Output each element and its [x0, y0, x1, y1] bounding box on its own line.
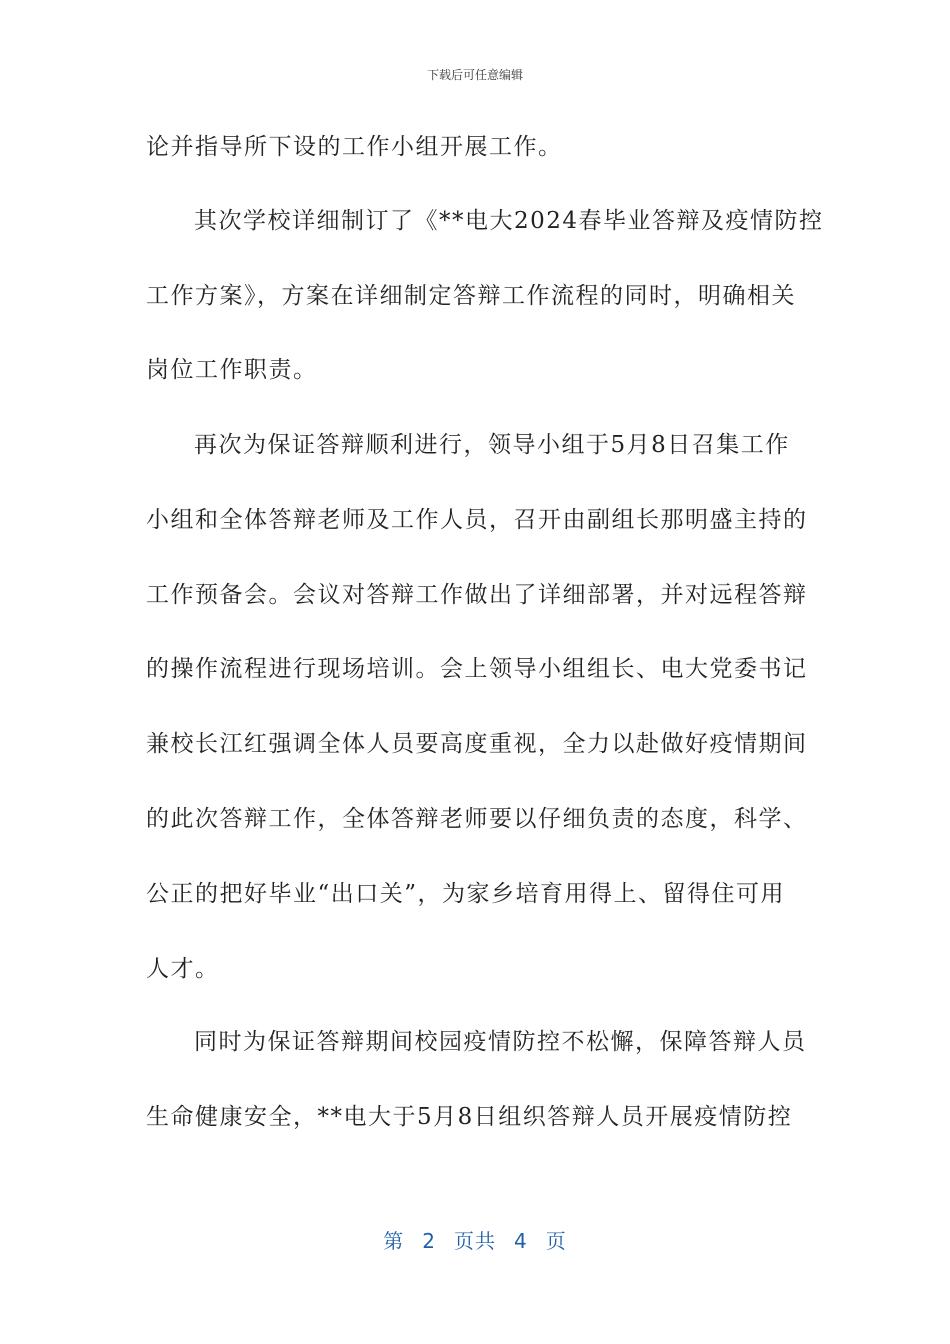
footer-suffix: 页: [545, 1229, 567, 1253]
text-line: 工作预备会。会议对答辩工作做出了详细部署，并对远程答辩: [146, 582, 808, 608]
footer-middle: 页共: [454, 1229, 496, 1253]
text-line: 小组和全体答辩老师及工作人员，召开由副组长那明盛主持的: [146, 507, 808, 533]
text-line: 公正的把好毕业“出口关”，为家乡培育用得上、留得住可用: [146, 881, 786, 907]
text-line: 岗位工作职责。: [146, 357, 318, 383]
text-line: 的此次答辩工作，全体答辩老师要以仔细负责的态度，科学、: [146, 806, 808, 832]
text-line: 工作方案》，方案在详细制定答辩工作流程的同时，明确相关: [146, 283, 796, 309]
footer-prefix: 第: [383, 1229, 405, 1253]
text-line: 的操作流程进行现场培训。会上领导小组组长、电大党委书记: [146, 656, 808, 682]
page-footer: [0, 1225, 950, 1254]
page-header: 下载后可任意编辑: [426, 68, 523, 82]
footer-page-number: 2: [422, 1229, 436, 1253]
text-line: 论并指导所下设的工作小组开展工作。: [146, 134, 563, 160]
text-line: 同时为保证答辩期间校园疫情防控不松懈，保障答辩人员: [194, 1029, 807, 1055]
text-line: 兼校长江红强调全体人员要高度重视，全力以赴做好疫情期间: [146, 731, 808, 757]
text-line: 生命健康安全，**电大于5月8日组织答辩人员开展疫情防控: [146, 1104, 793, 1130]
text-line: 其次学校详细制订了《**电大2024春毕业答辩及疫情防控: [194, 208, 824, 234]
text-line: 再次为保证答辩顺利进行，领导小组于5月8日召集工作: [194, 432, 790, 458]
footer-total-pages: 4: [514, 1229, 528, 1253]
text-line: 人才。: [146, 956, 220, 982]
